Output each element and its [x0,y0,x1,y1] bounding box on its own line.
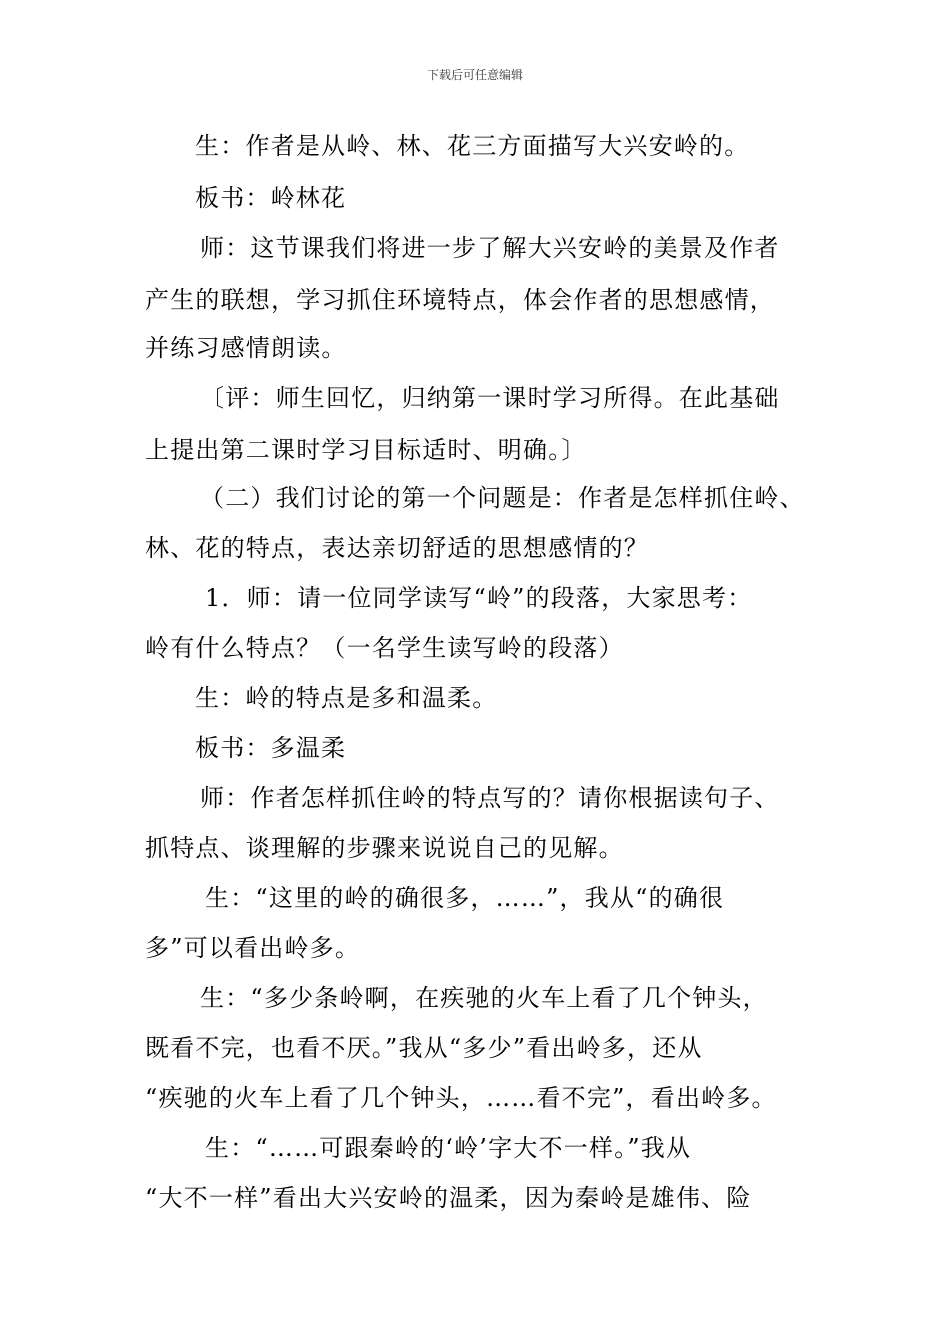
text-line: 林、花的特点，表达亲切舒适的思想感情的？ [145,534,649,562]
text-line: 岭有什么特点？（一名学生读写岭的段落） [145,634,624,662]
text-line: 1．师：请一位同学读写“岭”的段落，大家思考： [205,584,753,612]
text-line: 既看不完，也看不厌。”我从“多少”看出岭多，还从 [145,1034,703,1062]
text-line: 多”可以看出岭多。 [145,934,361,962]
text-line: 生：岭的特点是多和温柔。 [195,684,498,712]
text-line: 生：“多少条岭啊，在疾驰的火车上看了几个钟头， [200,984,768,1012]
text-line: 生：“这里的岭的确很多，……”，我从“的确很 [205,884,725,912]
text-line: 产生的联想，学习抓住环境特点，体会作者的思想感情， [145,286,775,314]
text-line: “疾驰的火车上看了几个钟头，……看不完”，看出岭多。 [145,1084,777,1112]
text-line: 师：这节课我们将进一步了解大兴安岭的美景及作者 [200,234,780,262]
text-line: 抓特点、谈理解的步骤来说说自己的见解。 [145,834,624,862]
page-header: 下载后可任意编辑 [426,68,523,82]
text-line: 并练习感情朗读。 [145,334,347,362]
text-line: 师：作者怎样抓住岭的特点写的？请你根据读句子、 [200,784,780,812]
text-line: 生：“……可跟秦岭的‘岭’字大不一样。”我从 [205,1134,692,1162]
text-line: “大不一样”看出大兴安岭的温柔，因为秦岭是雄伟、险 [145,1184,752,1212]
text-line: 〔评：师生回忆，归纳第一课时学习所得。在此基础 [200,384,780,412]
text-line: 上提出第二课时学习目标适时、明确。〕 [145,436,587,464]
text-line: 板书：多温柔 [195,734,347,762]
text-line: 生：作者是从岭、林、花三方面描写大兴安岭的。 [195,132,750,160]
text-line: 板书：岭林花 [195,184,347,212]
text-line: （二）我们讨论的第一个问题是：作者是怎样抓住岭、 [200,484,805,512]
